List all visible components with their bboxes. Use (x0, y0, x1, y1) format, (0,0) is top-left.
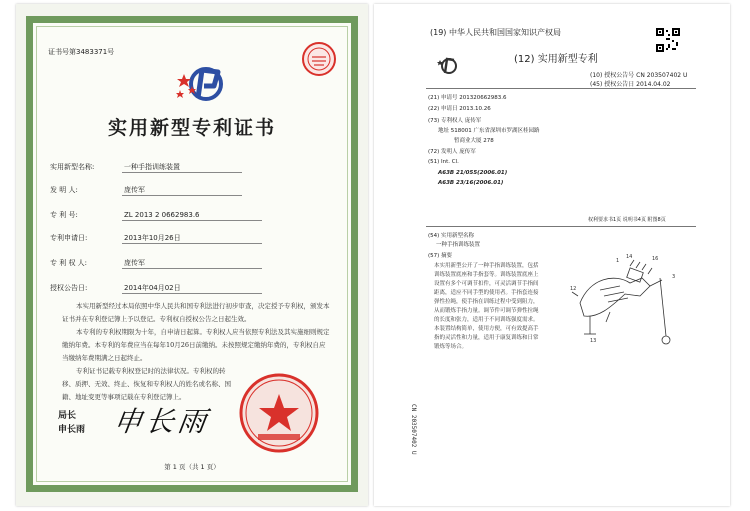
patent-publication-page (374, 4, 730, 506)
field-patent-number: 专 利 号: ZL 2013 2 0662983.6 (50, 211, 200, 219)
certificate-page-footer: 第 1 页（共 1 页） (164, 463, 220, 471)
application-date: (22) 申请日 2013.10.26 (428, 106, 491, 112)
pages-note: 权利要求书1页 说明书4页 附图8页 (588, 217, 666, 223)
certificate-title: 实用新型专利证书 (107, 117, 276, 139)
field-inventor: 发 明 人: 庞传军 (50, 186, 145, 194)
publication-number: (10) 授权公告号 CN 203507402 U (590, 72, 688, 79)
certificate-number: 证书号第3483371号 (48, 48, 115, 56)
certificate-body-3: 专利证书记载专利权登记时的法律状况。专利权的转移、质押、无效、终止、恢复和专利权人的姓名或名称、国籍、地址变更等事项记载在专利登记簿上。 (62, 367, 231, 401)
svg-text:14: 14 (626, 254, 633, 260)
address-line-1: 地址 518001 广东省深圳市罗湖区桂园路 (438, 128, 540, 134)
inventor: (72) 发明人 庞传军 (428, 149, 476, 155)
svg-text:12: 12 (570, 286, 577, 292)
int-classification-label: (51) Int. Cl. (428, 159, 459, 165)
svg-text:13: 13 (590, 338, 597, 344)
patent-office-logo-small (436, 56, 458, 76)
abstract-text: 本实用新型公开了一种手指训练装置，包括 训练装置底座和手指套等。训练装置底座上 设置有多个可调节扣件，可灵活调节手指间 距离，适应不同手型的使用者。手指套连接 弹性拉绳，使手指在训练过程中受到阻力， 从而锻炼手指力量。调节件可调节弹性拉绳 的长度和张力，适用于不同训练强度需求。 本装置结构简单，使用方便，可有效提高手 指的灵活性和力量，适用于康复训练和日常 锻炼等场合。 (434, 263, 539, 350)
director-name-label: 申长雨 (58, 425, 86, 435)
patentee: (73) 专利权人 庞传军 (428, 118, 482, 124)
application-number: (21) 申请号 201320662983.6 (428, 95, 507, 101)
address-line-2: 暂商业大厦 278 (454, 138, 494, 144)
svg-text:1: 1 (616, 258, 620, 264)
svg-text:16: 16 (652, 256, 659, 262)
device-drawing (570, 248, 690, 348)
director-signature: 申长雨 (111, 405, 213, 438)
classification-1: A63B 21/055(2006.01) (438, 170, 508, 176)
side-publication-number: CN 203507402 U (410, 404, 417, 455)
document-type: (12) 实用新型专利 (514, 54, 598, 65)
field-grant-date: 授权公告日: 2014年04月02日 (50, 284, 181, 292)
qr-code-icon (656, 28, 680, 52)
certificate-body-2: 本专利的专利权期限为十年，自申请日起算。专利权人应当依照专利法及其实施细则规定缴纳年费。本专利的年费应当在每年10月26日前缴纳。未按照规定缴纳年费的，专利权自应当缴纳年费期满之日起终止。 (62, 328, 330, 362)
director-label: 局长 (58, 411, 77, 421)
utility-name-value: 一种手指训练装置 (436, 242, 481, 248)
publication-date: (45) 授权公告日 2014.04.02 (590, 81, 671, 88)
abstract-label: (57) 摘要 (428, 253, 453, 259)
official-seal (238, 372, 320, 454)
field-utility-name: 实用新型名称: 一种手指训练装置 (50, 163, 180, 171)
certificate-body-1: 本实用新型经过本局依照中华人民共和国专利法进行初步审查，决定授予专利权，颁发本证书并在专利登记簿上予以登记。专利权自授权公告之日起生效。 (62, 302, 330, 323)
patent-certificate (16, 4, 368, 506)
issuing-office: (19) 中华人民共和国国家知识产权局 (430, 28, 561, 37)
utility-name-label: (54) 实用新型名称 (428, 233, 475, 239)
classification-2: A63B 23/16(2006.01) (438, 180, 504, 186)
field-application-date: 专利申请日: 2013年10月26日 (50, 234, 181, 242)
svg-text:3: 3 (672, 274, 676, 280)
field-patentee: 专 利 权 人: 庞传军 (50, 259, 145, 267)
registration-stamp (300, 40, 338, 78)
patent-office-logo (174, 64, 230, 106)
